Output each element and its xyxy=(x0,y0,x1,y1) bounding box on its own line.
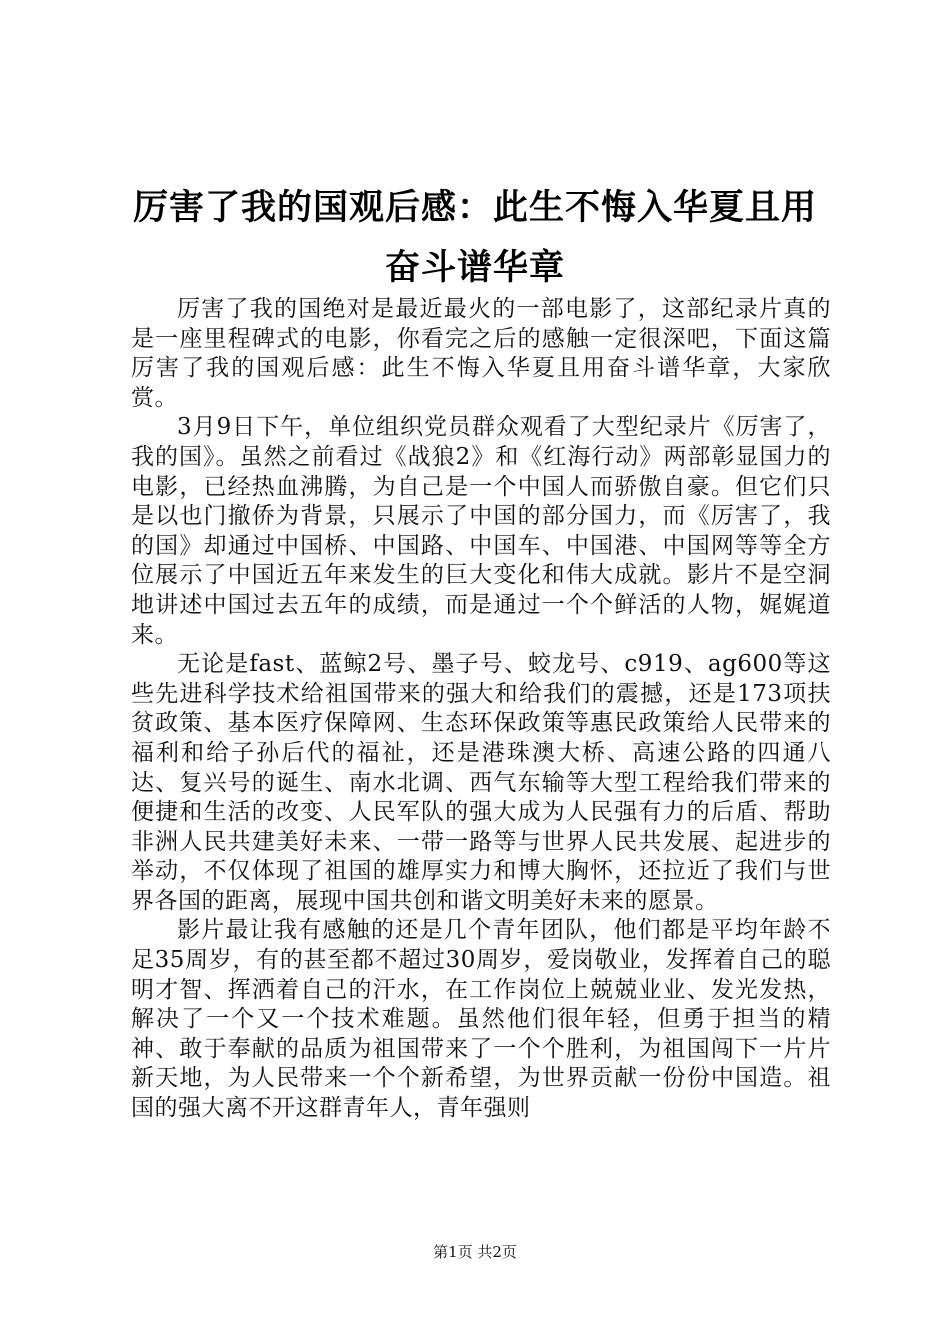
document-title: 厉害了我的国观后感：此生不悔入华夏且用奋斗谱华章 xyxy=(132,188,817,288)
paragraph-viewing: 3月9日下午，单位组织党员群众观看了大型纪录片《厉害了，我的国》。虽然之前看过《战狼2》和《红海行动》两部彰显国力的电影，已经热血沸腾，为自己是一个中国人而骄傲自豪。但它们只是以也门撤侨为背景，只展示了中国的部分国力，而《厉害了，我的国》却通过中国桥、中国路、中国车、中国港、中国网等等全方位展示了中国近五年来发生的巨大变化和伟大成就。影片不是空洞地讲述中国过去五年的成绩，而是通过一个个鲜活的人物，娓娓道来。 xyxy=(131,414,831,648)
page-footer: 第1页 共2页 xyxy=(433,1243,517,1261)
paragraph-achievements: 无论是fast、蓝鲸2号、墨子号、蛟龙号、c919、ag600等这些先进科学技术给祖国带来的强大和给我们的震撼，还是173项扶贫政策、基本医疗保障网、生态环保政策等惠民政策给人民带来的福利和给子孙后代的福祉，还是港珠澳大桥、高速公路的四通八达、复兴号的诞生、南水北调、西气东输等大型工程给我们带来的便捷和生活的改变、人民军队的强大成为人民强有力的后盾、帮助非洲人民共建美好未来、一带一路等与世界人民共发展、起进步的举动，不仅体现了祖国的雄厚实力和博大胸怀，还拉近了我们与世界各国的距离，展现中国共创和谐文明美好未来的愿景。 xyxy=(131,651,831,914)
paragraph-youth-teams: 影片最让我有感触的还是几个青年团队，他们都是平均年龄不足35周岁，有的甚至都不超过30周岁，爱岗敬业，发挥着自己的聪明才智、挥洒着自己的汗水，在工作岗位上兢兢业业、发光发热，解决了一个又一个技术难题。虽然他们很年轻，但勇于担当的精神、敢于奉献的品质为祖国带来了一个个胜利，为祖国闯下一片片新天地，为人民带来一个个新希望，为世界贡献一份份中国造。祖国的强大离不开这群青年人，青年强则 xyxy=(131,917,831,1122)
paragraph-intro: 厉害了我的国绝对是最近最火的一部电影了，这部纪录片真的是一座里程碑式的电影，你看完之后的感触一定很深吧，下面这篇厉害了我的国观后感：此生不悔入华夏且用奋斗谱华章，大家欣赏。 xyxy=(131,296,831,411)
document-body xyxy=(131,295,831,1124)
